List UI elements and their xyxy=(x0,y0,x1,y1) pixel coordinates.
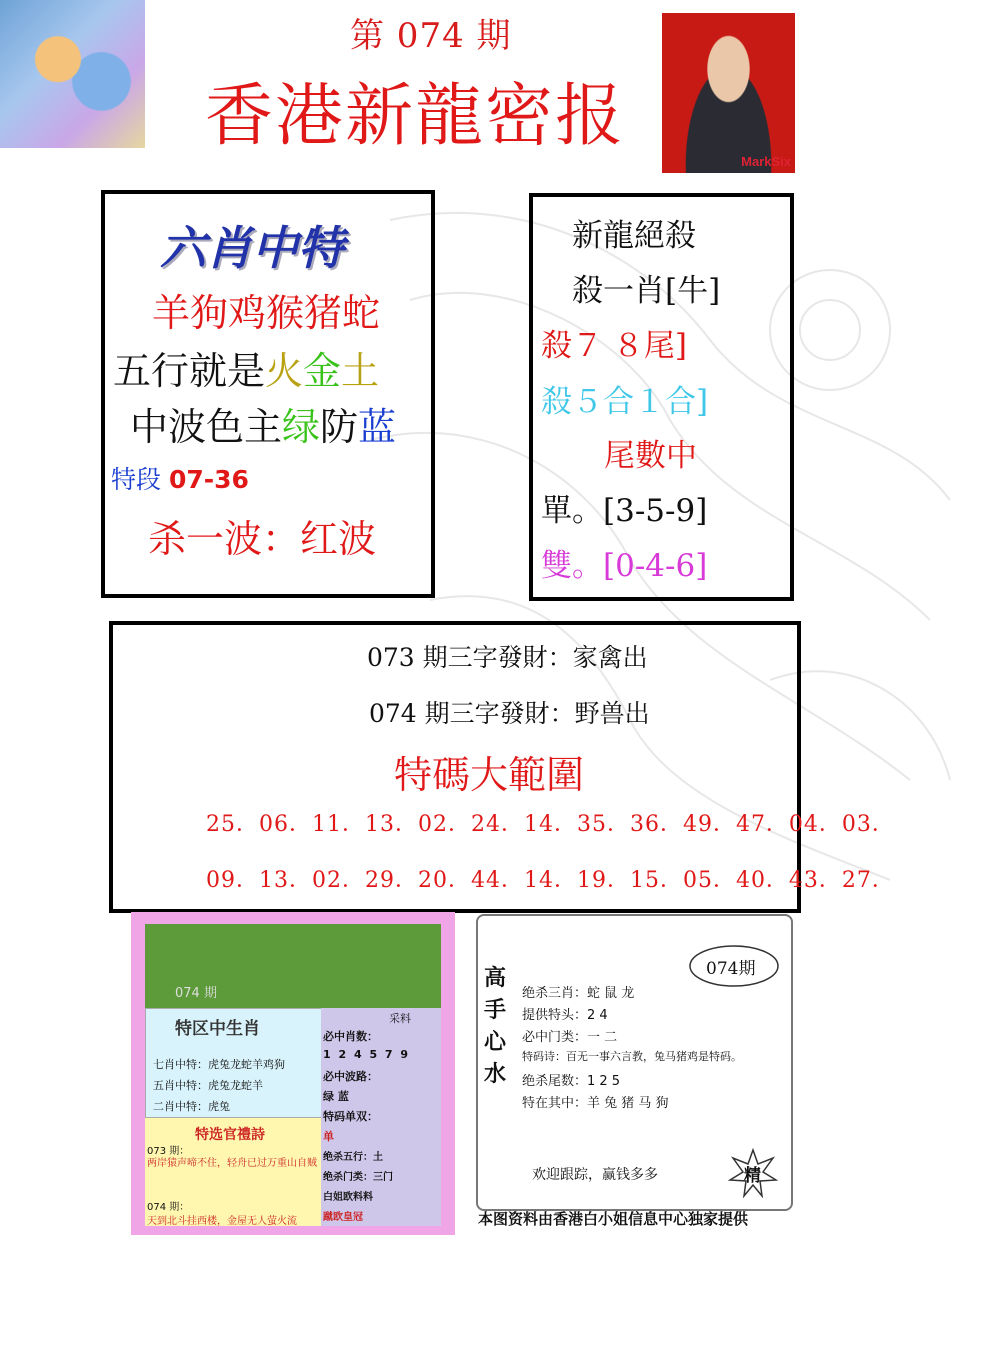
card-line-2: 五肖中特：虎兔龙蛇羊 xyxy=(153,1079,263,1092)
wave-line xyxy=(130,396,396,451)
welcome-text: 欢迎跟踪，赢钱多多 xyxy=(532,1167,658,1183)
card-section-title: 特区中生肖 xyxy=(175,1019,260,1039)
kill-wuxing: 绝杀五行：土 xyxy=(323,1152,383,1163)
single-tails: 單。[3-5-9] xyxy=(541,493,708,529)
single-double: 单 xyxy=(323,1130,334,1143)
kill-he: 殺５合１合] xyxy=(541,384,709,420)
must-num-label: 必中肖数： xyxy=(323,1030,378,1043)
wuxing-metal: 金 xyxy=(303,349,342,393)
must-wave-label: 必中波路： xyxy=(323,1070,378,1083)
double-tails: 雙。[0-4-6] xyxy=(541,548,708,584)
zodiac-list: 羊狗鸡猴猪蛇 xyxy=(152,291,381,335)
wuxing-earth: 土 xyxy=(341,349,380,393)
wuxing-prefix: 五行就是 xyxy=(113,349,266,393)
poem-074-label: 074 期： xyxy=(147,1202,190,1213)
footer-credit: 本图资料由香港白小姐信息中心独家提供 xyxy=(478,1210,749,1228)
poem-073-label: 073 期： xyxy=(147,1146,190,1157)
side-char-4: 水 xyxy=(484,1061,507,1087)
poem-title: 特选官禮詩 xyxy=(195,1127,265,1143)
range-title: 特碼大範圍 xyxy=(394,753,585,797)
must-wave: 绿 蓝 xyxy=(323,1090,349,1103)
tail-heading: 尾數中 xyxy=(604,438,697,474)
kill-heading: 新龍絕殺 xyxy=(572,218,696,254)
photo-watermark: MarkSix xyxy=(741,154,791,169)
side-char-3: 心 xyxy=(484,1029,507,1055)
zodiac-card xyxy=(131,912,455,1235)
kill-door: 绝杀门类：三门 xyxy=(323,1172,393,1183)
portrait-photo xyxy=(662,13,795,173)
card-line-3: 二肖中特：虎兔 xyxy=(153,1100,230,1113)
page-title: 香港新龍密报 xyxy=(205,77,626,156)
tip-row-2: 提供特头：2 4 xyxy=(522,1008,608,1023)
kill-zodiac: 殺一肖[牛] xyxy=(572,273,721,309)
card-line-1: 七肖中特：虎兔龙蛇羊鸡狗 xyxy=(153,1058,285,1071)
range-numbers-row1: 25．06．11．13．02．24．14．35．36．49．47．04．03． xyxy=(206,812,895,837)
segment-label: 特段 xyxy=(111,465,162,494)
segment-line xyxy=(111,460,249,496)
wuxing-line xyxy=(113,340,379,395)
issue-074-line: 074 期三字發財：野兽出 xyxy=(369,699,650,728)
tip-row-5: 绝杀尾数：1 2 5 xyxy=(522,1074,621,1089)
range-numbers-row2: 09．13．02．29．20．44．14．19．15．05．40．43．27． xyxy=(206,868,895,893)
wuxing-fire: 火 xyxy=(265,349,304,393)
segment-value: 07-36 xyxy=(168,465,249,494)
stamp-text: 精 xyxy=(744,1166,761,1186)
expert-tips-card xyxy=(476,914,793,1211)
cartoon-logo-image xyxy=(0,0,145,148)
tag-1: 白姐欧料料 xyxy=(323,1192,373,1203)
six-zodiac-art-title: 六肖中特 xyxy=(160,221,344,275)
tip-row-3: 必中门类：一 二 xyxy=(522,1030,618,1045)
card-issue: 074 期 xyxy=(175,986,217,1001)
wave-prefix: 中波色主 xyxy=(130,405,283,449)
card-header-area xyxy=(145,924,441,1018)
wave-mid: 防 xyxy=(320,405,359,449)
card-side-label: 采料 xyxy=(389,1012,411,1025)
poem-074: 天到北斗挂西楼，金屋无人萤火流 xyxy=(147,1216,297,1227)
issue-073-line: 073 期三字發財：家禽出 xyxy=(367,643,648,672)
wave-green: 绿 xyxy=(282,405,321,449)
poem-073: 两岸猿声啼不住，轻舟已过万重山自贼 xyxy=(147,1158,317,1169)
side-char-1: 高 xyxy=(484,965,507,991)
tip-row-1: 绝杀三肖：蛇 鼠 龙 xyxy=(522,986,635,1001)
bubble-issue: 074期 xyxy=(706,959,756,979)
side-title xyxy=(484,962,510,1090)
issue-number: 第 074 期 xyxy=(350,16,512,56)
tag-2: 蹴欧皇冠 xyxy=(323,1212,363,1223)
wave-blue: 蓝 xyxy=(358,405,397,449)
single-double-label: 特码单双： xyxy=(323,1110,378,1123)
kill-wave: 杀一波：红波 xyxy=(148,517,377,561)
must-nums: 1 2 4 5 7 9 xyxy=(323,1048,409,1061)
side-char-2: 手 xyxy=(484,997,507,1023)
kill-tail: 殺７ ８尾] xyxy=(541,328,687,364)
tip-row-6: 特在其中：羊 兔 猪 马 狗 xyxy=(522,1096,669,1111)
tip-row-4: 特码诗：百无一事六言教，兔马猪鸡是特码。 xyxy=(522,1050,742,1063)
